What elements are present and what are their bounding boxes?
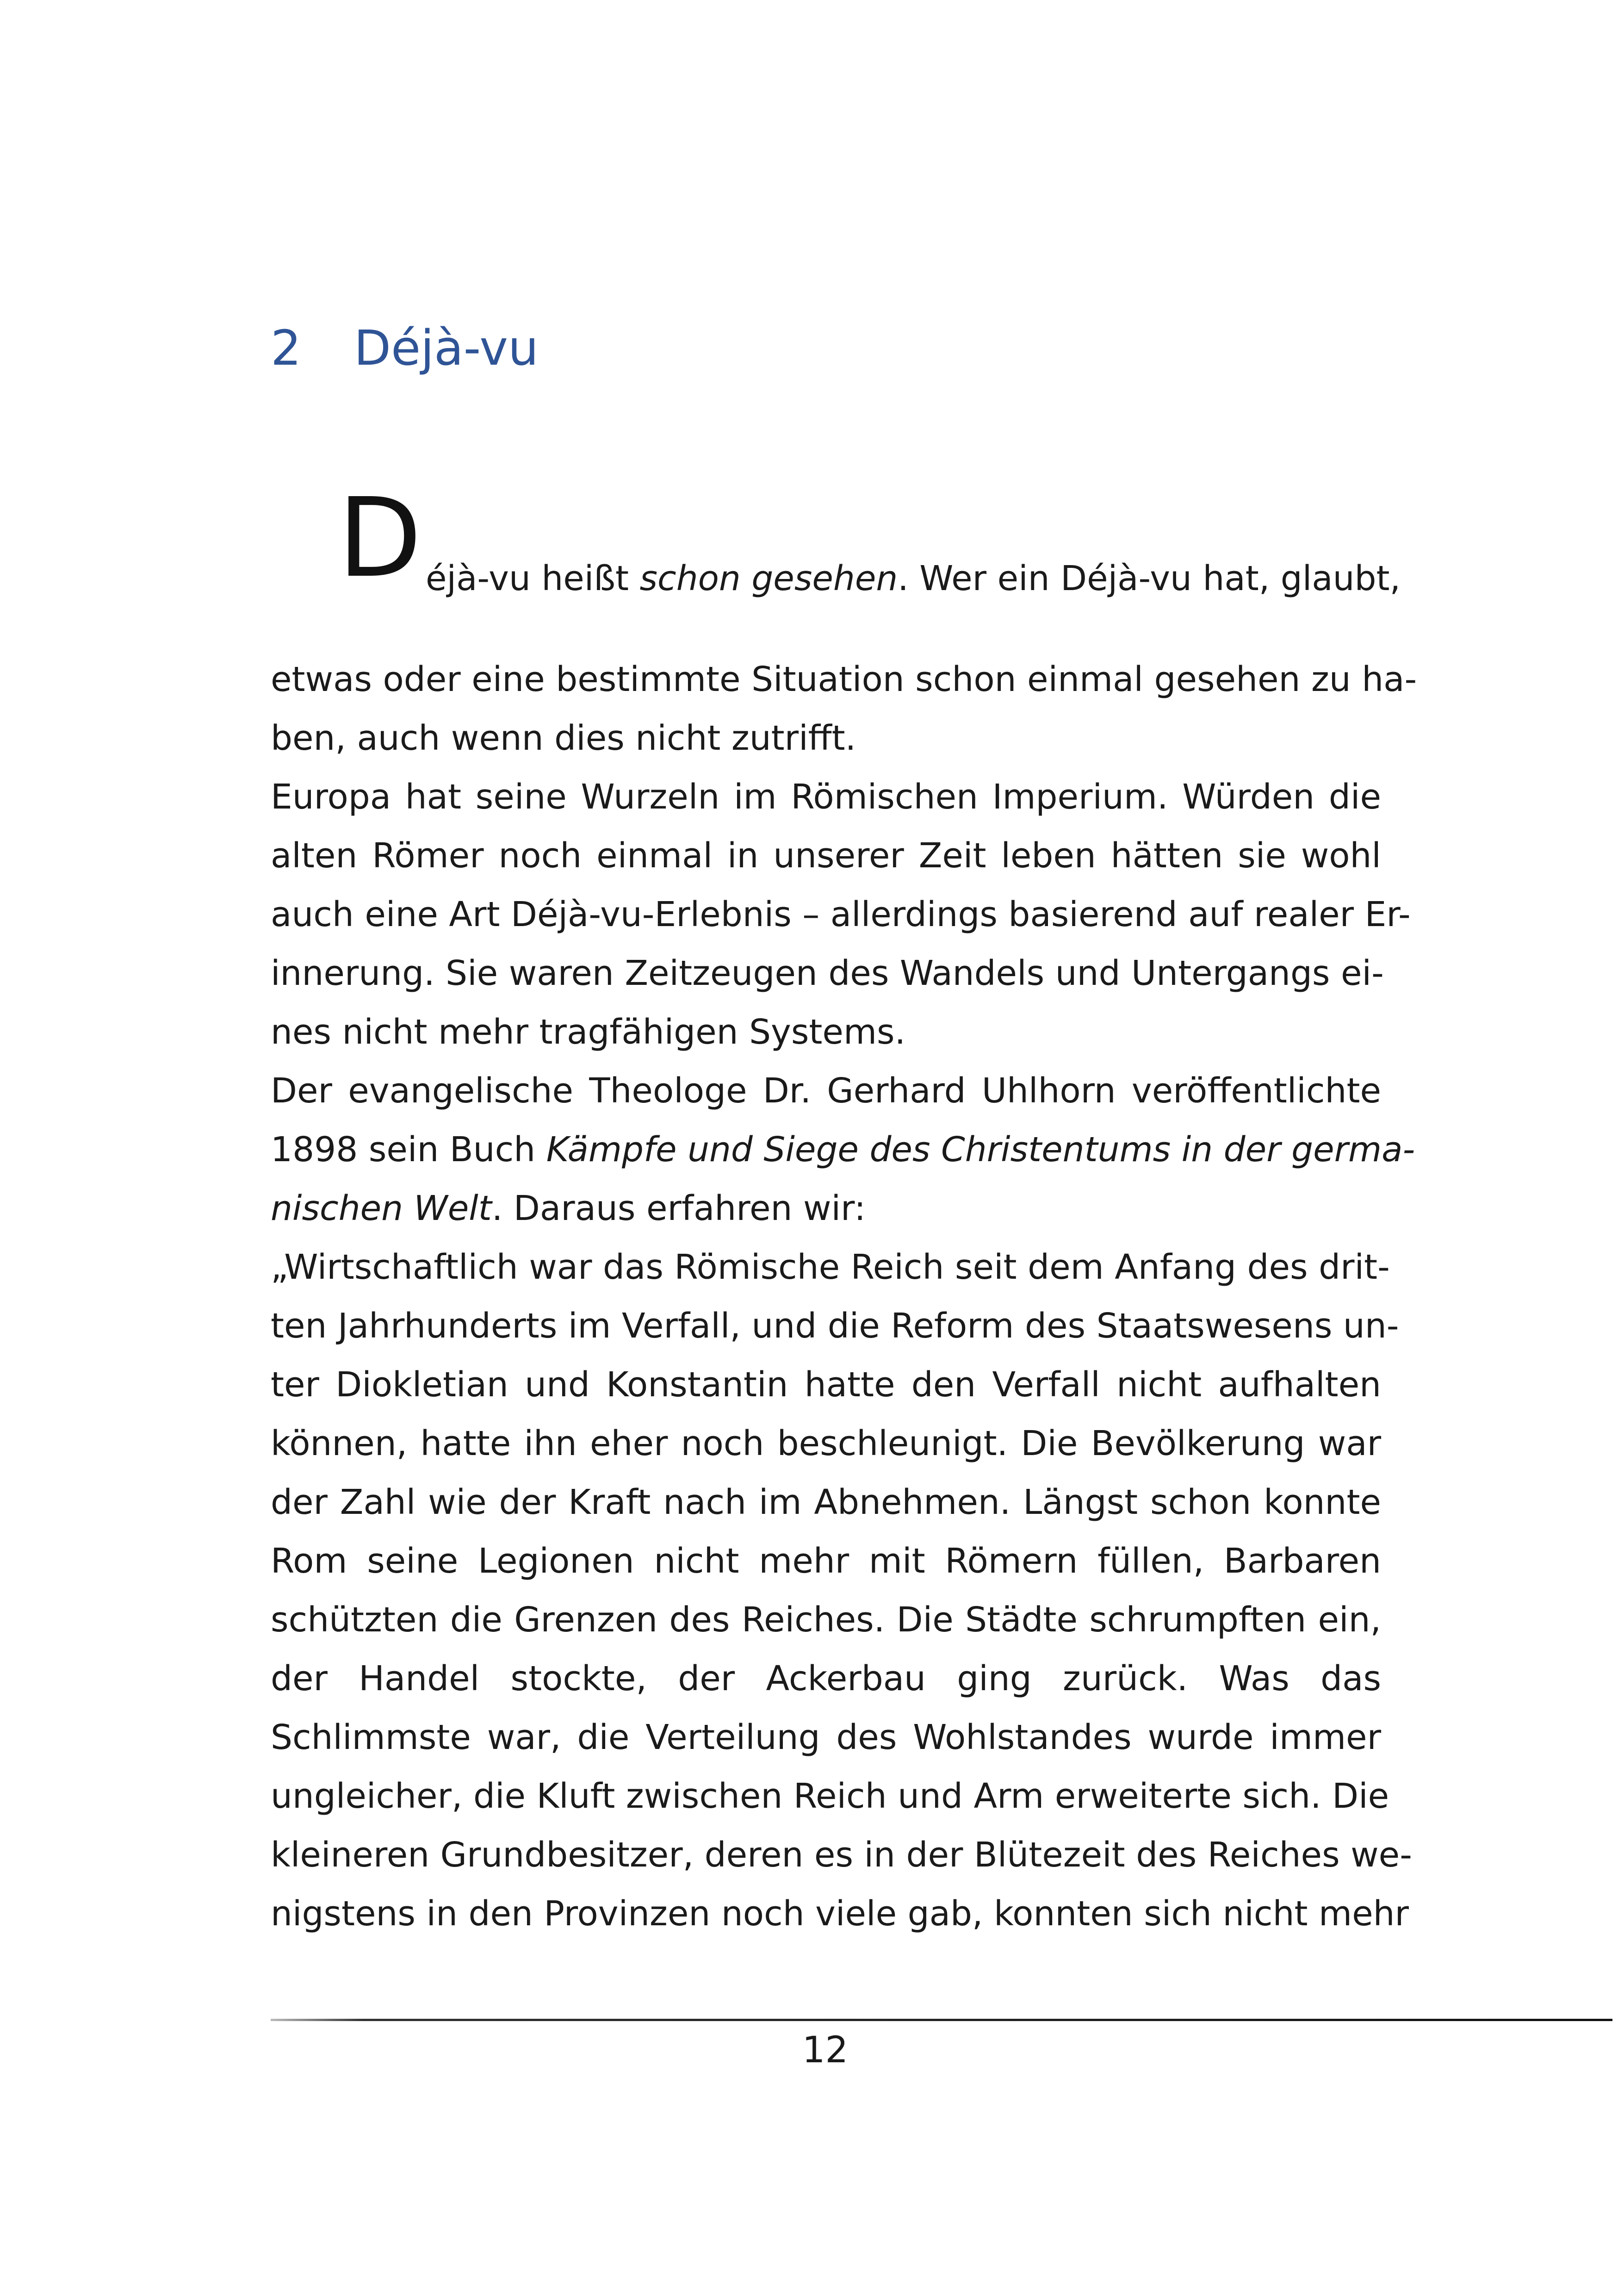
intro-line <box>338 474 1401 604</box>
text-line: ter Diokletian und Konstantin hatte den Verfall nicht aufhalten <box>271 1365 1381 1405</box>
text-line: ungleicher, die Kluft zwischen Reich und Arm erweiterte sich. Die <box>271 1776 1389 1816</box>
text-line: Der evangelische Theologe Dr. Gerhard Uhlhorn veröffentlichte <box>271 1071 1381 1111</box>
text-line: ten Jahrhunderts im Verfall, und die Reform des Staatswesens un- <box>271 1306 1399 1346</box>
text-line: etwas oder eine bestimmte Situation schon einmal gesehen zu ha- <box>271 660 1417 699</box>
text-line: kleineren Grundbesitzer, deren es in der Blütezeit des Reiches we- <box>271 1835 1412 1875</box>
drop-cap: D <box>338 474 422 602</box>
intro-text <box>426 561 1401 596</box>
intro-text-italic: schon gesehen <box>639 559 898 598</box>
text-line: nes nicht mehr tragfähigen Systems. <box>271 1012 906 1052</box>
chapter-heading <box>271 320 539 376</box>
text-segment: . Daraus erfahren wir: <box>491 1188 866 1228</box>
text-line: schützten die Grenzen des Reiches. Die Städte schrumpften ein, <box>271 1600 1381 1640</box>
intro-text-b: . Wer ein Déjà-vu hat, glaubt, <box>898 559 1401 598</box>
text-line-mixed <box>271 1120 1415 1179</box>
text-line: alten Römer noch einmal in unserer Zeit leben hätten sie wohl <box>271 836 1381 876</box>
text-segment: 1898 sein Buch <box>271 1130 546 1170</box>
page-number: 12 <box>802 2029 849 2071</box>
footer-divider <box>271 2019 1612 2021</box>
text-line-mixed <box>271 1179 1381 1238</box>
book-title-italic: Kämpfe und Siege des Christentums in der germa- <box>546 1130 1415 1170</box>
text-line: Europa hat seine Wurzeln im Römischen Imperium. Würden die <box>271 777 1381 817</box>
body-text <box>271 650 1417 1943</box>
text-line: können, hatte ihn eher noch beschleunigt. Die Bevölkerung war <box>271 1424 1381 1463</box>
text-line: Rom seine Legionen nicht mehr mit Römern füllen, Barbaren <box>271 1541 1381 1581</box>
text-line: Schlimmste war, die Verteilung des Wohlstandes wurde immer <box>271 1717 1381 1757</box>
text-line: der Handel stockte, der Ackerbau ging zurück. Was das <box>271 1659 1381 1699</box>
text-line: „Wirtschaftlich war das Römische Reich seit dem Anfang des drit- <box>271 1247 1390 1287</box>
text-line: nigstens in den Provinzen noch viele gab, konnten sich nicht mehr <box>271 1894 1409 1934</box>
intro-text-a: éjà-vu heißt <box>426 559 640 598</box>
text-line: der Zahl wie der Kraft nach im Abnehmen. Längst schon konnte <box>271 1482 1381 1522</box>
book-title-italic: nischen Welt <box>271 1188 492 1228</box>
text-line: ben, auch wenn dies nicht zutrifft. <box>271 718 856 758</box>
text-line: auch eine Art Déjà-vu-Erlebnis – allerdings basierend auf realer Er- <box>271 895 1411 934</box>
chapter-title: Déjà-vu <box>354 320 539 376</box>
chapter-number: 2 <box>271 320 302 376</box>
text-line: innerung. Sie waren Zeitzeugen des Wandels und Untergangs ei- <box>271 953 1384 993</box>
